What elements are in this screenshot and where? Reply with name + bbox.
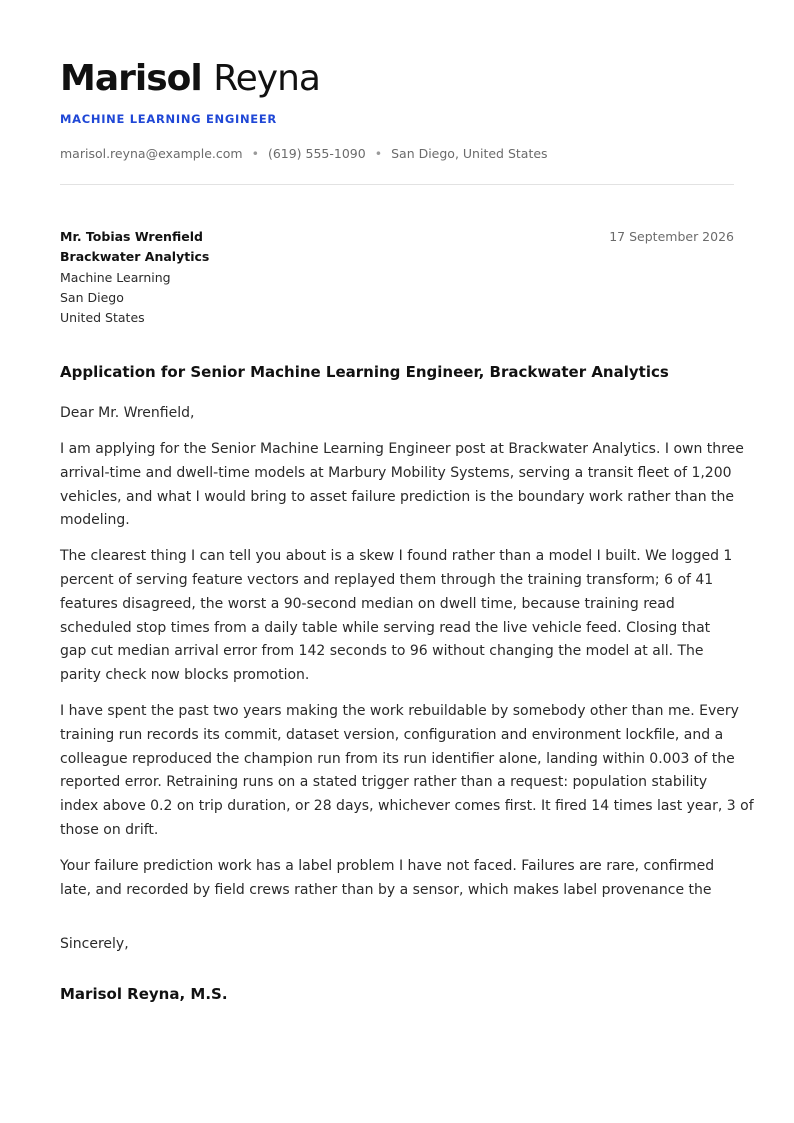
- contact-phone[interactable]: (619) 555-1090: [267, 146, 366, 161]
- recipient-department: Machine Learning: [60, 269, 171, 285]
- paragraph-line: late, and recorded by field crews rather than by a sensor, which makes label provenance the: [60, 881, 712, 898]
- body-paragraph: [60, 700, 754, 843]
- paragraph-line: those on drift.: [60, 821, 159, 838]
- recipient-company: Brackwater Analytics: [60, 249, 210, 265]
- signature-name: Marisol Reyna, M.S.: [60, 985, 228, 1003]
- recipient-country: United States: [60, 310, 145, 326]
- header-divider: [60, 184, 734, 185]
- body-paragraph: [60, 438, 744, 533]
- applicant-last-name: Reyna: [213, 58, 320, 99]
- letter-body: [60, 438, 754, 914]
- closing: Sincerely,: [60, 936, 129, 952]
- applicant-job-title: MACHINE LEARNING ENGINEER: [60, 112, 277, 126]
- paragraph-line: I have spent the past two years making the work rebuildable by somebody other than me. Every: [60, 702, 739, 719]
- body-paragraph: [60, 545, 734, 688]
- paragraph-line: index above 0.2 on trip duration, or 28 days, whichever comes first. It fired 14 times last year, 3 of: [60, 798, 754, 815]
- letter-date: 17 September 2026: [609, 229, 734, 244]
- paragraph-line: features disagreed, the worst a 90-second median on dwell time, because training read: [60, 595, 675, 612]
- paragraph-line: modeling.: [60, 512, 130, 529]
- paragraph-line: training run records its commit, dataset version, configuration and environment lockfile, and a: [60, 726, 724, 743]
- paragraph-line: scheduled stop times from a daily table while serving read the live vehicle feed. Closing that: [60, 619, 711, 636]
- salutation: Dear Mr. Wrenfield,: [60, 405, 195, 421]
- paragraph-line: arrival-time and dwell-time models at Marbury Mobility Systems, serving a transit fleet of 1,200: [60, 464, 732, 481]
- contact-separator: •: [374, 146, 383, 161]
- paragraph-line: colleague reproduced the champion run from its run identifier alone, landing within 0.003 of the: [60, 750, 735, 767]
- letter-subject: Application for Senior Machine Learning Engineer, Brackwater Analytics: [60, 363, 669, 381]
- contact-email[interactable]: marisol.reyna@example.com: [60, 146, 243, 161]
- contact-line: [60, 145, 548, 162]
- paragraph-line: I am applying for the Senior Machine Learning Engineer post at Brackwater Analytics. I own three: [60, 441, 744, 457]
- recipient-city: San Diego: [60, 289, 124, 305]
- body-paragraph: [60, 855, 734, 903]
- paragraph-line: parity check now blocks promotion.: [60, 667, 310, 684]
- applicant-name: [60, 56, 320, 102]
- recipient-name: Mr. Tobias Wrenfield: [60, 229, 203, 244]
- paragraph-line: reported error. Retraining runs on a stated trigger rather than a request: population stability: [60, 774, 708, 791]
- recipient-block: [60, 227, 209, 328]
- paragraph-line: vehicles, and what I would bring to asset failure prediction is the boundary work rather than the: [60, 488, 735, 505]
- paragraph-line: Your failure prediction work has a label problem I have not faced. Failures are rare, confirmed: [60, 857, 715, 874]
- paragraph-line: gap cut median arrival error from 142 seconds to 96 without changing the model at all. The: [60, 643, 704, 660]
- paragraph-line: The clearest thing I can tell you about is a skew I found rather than a model I built. We logged 1: [60, 548, 733, 565]
- paragraph-line: percent of serving feature vectors and replayed them through the training transform; 6 of 41: [60, 571, 714, 588]
- applicant-first-name: Marisol: [60, 58, 202, 99]
- contact-separator: •: [251, 146, 259, 161]
- contact-location: San Diego, United States: [391, 146, 548, 161]
